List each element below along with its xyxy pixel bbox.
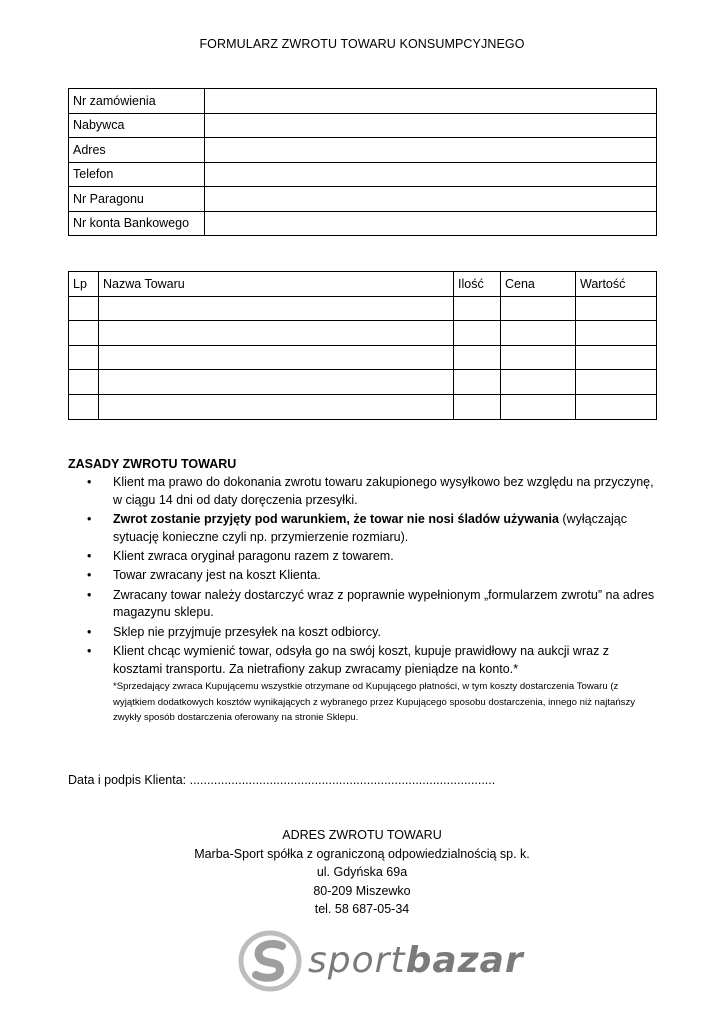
info-row-phone (69, 162, 657, 187)
sportbazar-logo-icon (238, 930, 302, 992)
return-address-block (0, 826, 724, 919)
info-value-address[interactable] (205, 138, 657, 163)
info-value-phone[interactable] (205, 162, 657, 187)
customer-info-table (68, 88, 657, 236)
goods-cell[interactable] (99, 296, 454, 321)
address-street: ul. Gdyńska 69a (316, 865, 408, 880)
goods-cell[interactable] (69, 345, 99, 370)
rules-list (68, 474, 658, 679)
goods-cell[interactable] (99, 321, 454, 346)
bullet-icon: • (87, 474, 92, 489)
rule-item (68, 587, 658, 623)
bullet-icon: • (87, 568, 92, 583)
goods-header-row (69, 272, 657, 297)
rule-text: Towar zwracany jest na koszt Klienta. (113, 568, 321, 583)
info-label-order-number: Nr zamówienia (69, 89, 205, 114)
info-row-bank-account (69, 211, 657, 236)
info-row-order-number (69, 89, 657, 114)
goods-cell[interactable] (501, 394, 576, 419)
goods-row (69, 296, 657, 321)
goods-cell[interactable] (501, 296, 576, 321)
rule-text: Klient zwraca oryginał paragonu razem z towarem. (113, 548, 394, 563)
form-title: FORMULARZ ZWROTU TOWARU KONSUMPCYJNEGO (199, 37, 525, 51)
rule-item (68, 511, 658, 547)
goods-cell[interactable] (69, 296, 99, 321)
goods-row (69, 345, 657, 370)
address-company: Marba-Sport spółka z ograniczoną odpowiedzialnością sp. k. (194, 846, 530, 861)
goods-cell[interactable] (501, 370, 576, 395)
goods-cell[interactable] (576, 321, 657, 346)
col-header-price: Cena (501, 272, 576, 297)
info-value-bank-account[interactable] (205, 211, 657, 236)
bullet-icon: • (87, 511, 92, 526)
goods-cell[interactable] (576, 345, 657, 370)
rules-heading: ZASADY ZWROTU TOWARU (68, 457, 237, 471)
info-row-receipt-number (69, 187, 657, 212)
rule-item (68, 474, 658, 510)
address-phone: tel. 58 687-05-34 (314, 902, 410, 917)
info-value-receipt-number[interactable] (205, 187, 657, 212)
info-label-address: Adres (69, 138, 205, 163)
bullet-icon: • (87, 643, 92, 658)
goods-cell[interactable] (576, 394, 657, 419)
bullet-icon: • (87, 587, 92, 602)
info-value-order-number[interactable] (205, 89, 657, 114)
goods-cell[interactable] (69, 370, 99, 395)
goods-cell[interactable] (501, 321, 576, 346)
col-header-lp: Lp (69, 272, 99, 297)
rule-bold-text: Zwrot zostanie przyjęty pod warunkiem, że towar nie nosi śladów używania (113, 511, 559, 526)
goods-row (69, 394, 657, 419)
sportbazar-logo (238, 930, 524, 992)
rules-footnote: *Sprzedający zwraca Kupującemu wszystkie otrzymane od Kupującego płatności, w tym koszty dostarczenia Towaru (z wyjątkiem dodatkowych kosztów wynikających z wybranego przez Kupującego sposobu dostarczenia, innego niż najtańszy zwykły sposób dostarczenia oferowany na stronie Sklepu. (113, 681, 636, 724)
col-header-product-name: Nazwa Towaru (99, 272, 454, 297)
return-rules-section (68, 456, 658, 726)
logo-word-bazar: bazar (405, 940, 524, 981)
goods-cell[interactable] (454, 345, 501, 370)
info-label-bank-account: Nr konta Bankowego (69, 211, 205, 236)
goods-cell[interactable] (99, 394, 454, 419)
rule-item (68, 548, 658, 566)
goods-cell[interactable] (501, 345, 576, 370)
rule-text: Klient ma prawo do dokonania zwrotu towaru zakupionego wysyłkowo bez względu na przyczynę, w ciągu 14 dni od daty doręczenia przesyłki. (113, 474, 654, 507)
address-city: 80-209 Miszewko (313, 883, 411, 898)
address-heading: ADRES ZWROTU TOWARU (282, 828, 442, 842)
goods-cell[interactable] (576, 370, 657, 395)
bullet-icon: • (87, 548, 92, 563)
rule-text: (wyłączając sytuację konieczne czyli np. przymierzenie rozmiaru). (113, 511, 628, 544)
info-label-phone: Telefon (69, 162, 205, 187)
goods-cell[interactable] (454, 321, 501, 346)
goods-cell[interactable] (454, 296, 501, 321)
rule-item (68, 567, 658, 585)
info-row-address (69, 138, 657, 163)
info-row-buyer (69, 113, 657, 138)
col-header-value: Wartość (576, 272, 657, 297)
goods-row (69, 370, 657, 395)
rule-item (68, 624, 658, 642)
info-label-buyer: Nabywca (69, 113, 205, 138)
rule-text: Klient chcąc wymienić towar, odsyła go na swój koszt, kupuje prawidłowy na aukcji wraz z kosztami transportu. Za nietrafiony zakup zwracamy pieniądze na konto.* (113, 643, 610, 676)
goods-cell[interactable] (69, 394, 99, 419)
goods-cell[interactable] (576, 296, 657, 321)
goods-row (69, 321, 657, 346)
goods-cell[interactable] (454, 370, 501, 395)
rule-text: Sklep nie przyjmuje przesyłek na koszt odbiorcy. (113, 624, 381, 639)
goods-cell[interactable] (99, 345, 454, 370)
goods-table (68, 271, 657, 420)
rule-item (68, 643, 658, 679)
rule-text: Zwracany towar należy dostarczyć wraz z poprawnie wypełnionym „formularzem zwrotu” na adres magazynu sklepu. (113, 587, 655, 620)
info-label-receipt-number: Nr Paragonu (69, 187, 205, 212)
logo-word-sport: sport (308, 940, 406, 981)
info-value-buyer[interactable] (205, 113, 657, 138)
client-signature-line[interactable]: Data i podpis Klienta: ........................................................................................ (68, 773, 496, 787)
bullet-icon: • (87, 624, 92, 639)
col-header-quantity: Ilość (454, 272, 501, 297)
goods-cell[interactable] (99, 370, 454, 395)
goods-cell[interactable] (454, 394, 501, 419)
logo-wordmark (308, 940, 524, 981)
goods-cell[interactable] (69, 321, 99, 346)
